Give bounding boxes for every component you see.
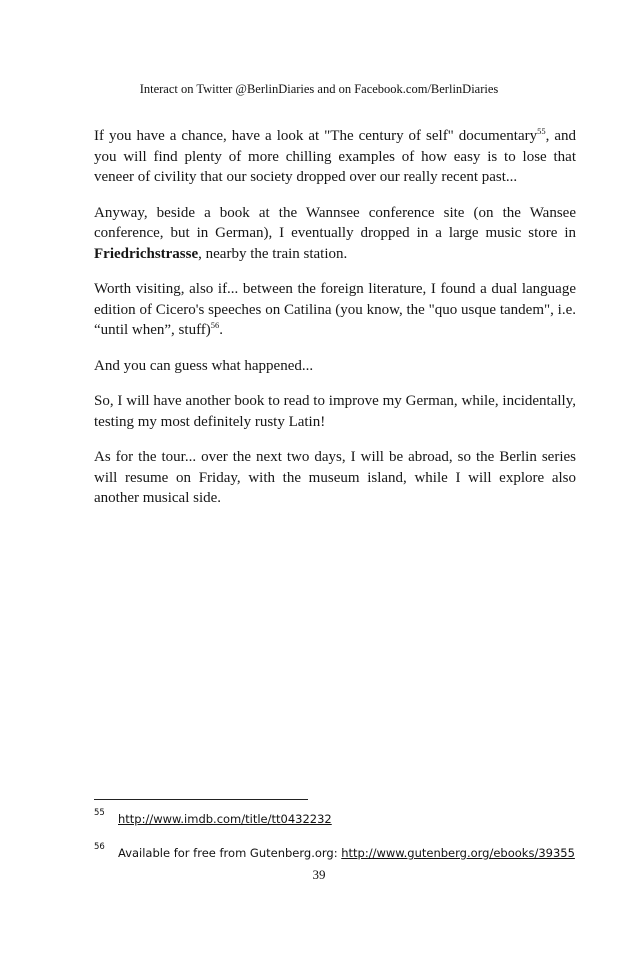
footnote-number: 56 bbox=[94, 842, 105, 852]
footnote-text bbox=[118, 846, 575, 860]
paragraph-2-after: , nearby the train station. bbox=[198, 245, 348, 262]
paragraph-3-tail: . bbox=[219, 322, 224, 338]
paragraph-4: And you can guess what happened... bbox=[94, 357, 314, 374]
paragraph-2-before: Anyway, beside a book at the Wannsee conference site (on the Wansee conference, but in German), I eventually dropped in a large music store in bbox=[94, 204, 576, 241]
paragraph-5: So, I will have another book to read to improve my German, while, incidentally, testing my most definitely rusty Latin! bbox=[94, 393, 576, 430]
body-text bbox=[94, 126, 576, 524]
imdb-link[interactable]: http://www.imdb.com/title/tt0432232 bbox=[118, 812, 332, 826]
footnote-ref-56[interactable]: 56 bbox=[210, 320, 220, 330]
footnote-text bbox=[118, 812, 332, 826]
footnote-number: 55 bbox=[94, 808, 105, 818]
paragraph-1-tail: , and you will find plenty of more chilling examples of how easy is to lose that veneer of civility that our society dropped over our really recent past... bbox=[94, 128, 576, 185]
footnote-ref-55[interactable]: 55 bbox=[537, 126, 546, 136]
page-header: Interact on Twitter @BerlinDiaries and on Facebook.com/BerlinDiaries bbox=[139, 82, 499, 96]
footnote-separator bbox=[94, 799, 308, 800]
street-name-bold: Friedrichstrasse bbox=[94, 245, 199, 262]
paragraph-2 bbox=[94, 203, 576, 265]
paragraph-1 bbox=[94, 126, 576, 188]
footnote-prefix: Available for free from Gutenberg.org: bbox=[118, 846, 342, 860]
paragraph-3 bbox=[94, 279, 576, 341]
paragraph-1-text: If you have a chance, have a look at "The century of self" documentary bbox=[94, 128, 538, 144]
gutenberg-link[interactable]: http://www.gutenberg.org/ebooks/39355 bbox=[341, 846, 575, 860]
paragraph-6: As for the tour... over the next two days, I will be abroad, so the Berlin series will resume on Friday, with the museum island, while I will explore also another musical side. bbox=[94, 449, 576, 506]
paragraph-3-text: Worth visiting, also if... between the foreign literature, I found a dual language edition of Cicero's speeches on Catilina (you know, the "quo usque tandem", i.e. “until when”, stuff) bbox=[94, 281, 576, 338]
page-number: 39 bbox=[312, 867, 326, 882]
